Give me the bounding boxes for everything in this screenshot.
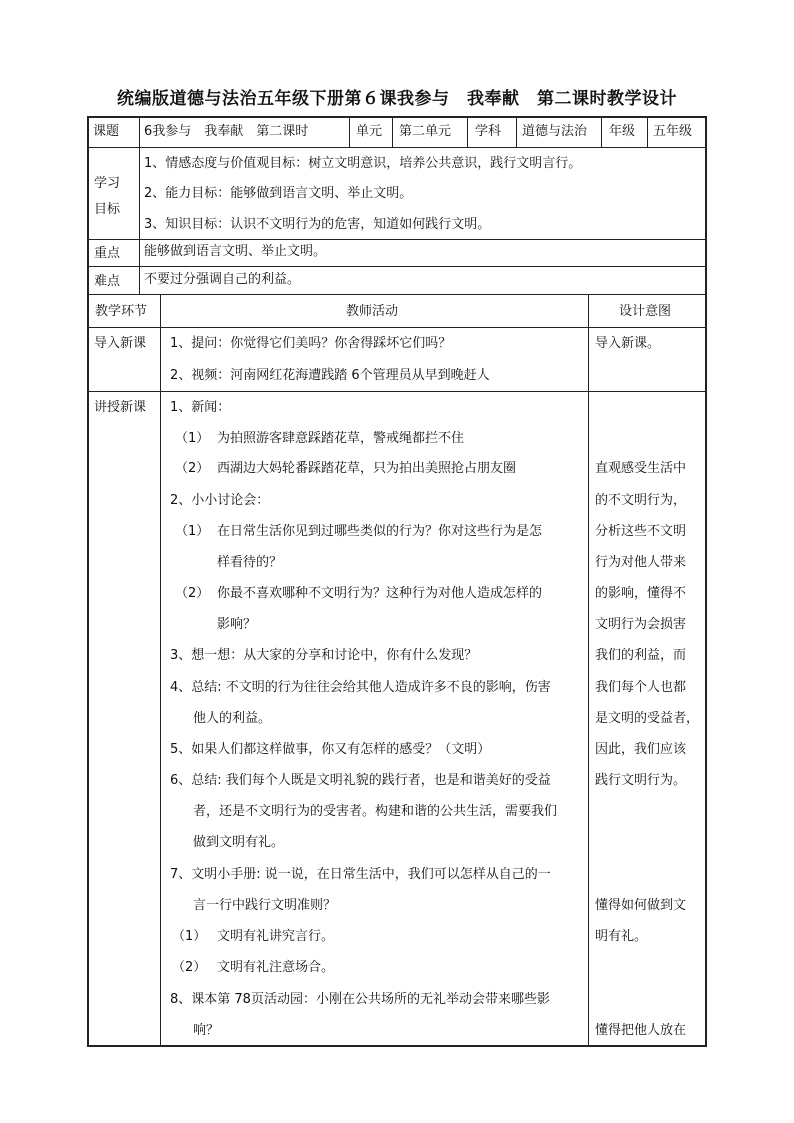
teach-line: 1、新闻： xyxy=(170,400,231,415)
teach-line: 3、想一想：从大家的分享和讨论中，你有什么发现？ xyxy=(170,648,478,663)
subject-value: 道德与法治 xyxy=(522,124,588,139)
goal-item-1: 1、情感态度与价值观目标：树立文明意识，培养公共意识，践行文明言行。 xyxy=(144,156,582,171)
teach-line: 在日常生活你见到过哪些类似的行为？你对这些行为是怎 xyxy=(217,524,543,539)
teach-line: 做到文明有礼。 xyxy=(193,835,285,850)
teach-line: 响？ xyxy=(193,1023,220,1038)
teach-line-number: （1） xyxy=(175,431,210,446)
grade-value: 五年级 xyxy=(653,124,693,139)
unit-label: 单元 xyxy=(356,124,383,139)
teach-line: 影响？ xyxy=(217,617,257,632)
teach-line-number: （2） xyxy=(175,586,210,601)
subject-label: 学科 xyxy=(475,124,502,139)
intent-line: 践行文明行为。 xyxy=(595,773,687,788)
intent-line: 分析这些不文明 xyxy=(595,524,687,539)
intent-line: 的不文明行为， xyxy=(595,493,687,508)
teach-line: 样看待的？ xyxy=(217,555,283,570)
teach-line: 言一行中践行文明准则？ xyxy=(193,898,337,913)
goals-label-line2: 目标 xyxy=(94,202,121,217)
intent-line: 我们每个人也都 xyxy=(595,680,687,695)
topic-value: 6我参与 我奉献 第二课时 xyxy=(144,124,309,139)
teach-stage: 讲授新课 xyxy=(94,400,147,415)
intro-line-1: 1、提问：你觉得它们美吗？你舍得踩坏它们吗？ xyxy=(170,336,452,351)
teach-line: 文明有礼注意场合。 xyxy=(217,960,335,975)
header-stage: 教学环节 xyxy=(95,304,148,319)
header-intent: 设计意图 xyxy=(619,304,672,319)
teach-line-number: （2） xyxy=(172,960,207,975)
intent-line: 文明行为会损害 xyxy=(595,617,687,632)
intent-line: 行为对他人带来 xyxy=(595,555,687,570)
unit-value: 第二单元 xyxy=(399,124,452,139)
teach-line: 他人的利益。 xyxy=(193,711,272,726)
topic-label: 课题 xyxy=(93,124,120,139)
teach-line: 你最不喜欢哪种不文明行为？这种行为对他人造成怎样的 xyxy=(217,586,543,601)
intent-line: 的影响，懂得不 xyxy=(595,586,687,601)
intent-line: 因此，我们应该 xyxy=(595,742,687,757)
goal-item-3: 3、知识目标：认识不文明行为的危害，知道如何践行文明。 xyxy=(144,217,491,232)
goal-item-2: 2、能力目标：能够做到语言文明、举止文明。 xyxy=(144,186,413,201)
intent-line: 是文明的受益者， xyxy=(595,711,700,726)
difficulty-value: 不要过分强调自己的利益。 xyxy=(144,272,301,287)
teach-line: 西湖边大妈轮番踩踏花草，只为拍出美照抢占朋友圈 xyxy=(217,461,517,476)
teach-line: 为拍照游客肆意踩踏花草，警戒绳都拦不住 xyxy=(217,431,465,446)
teach-line: 2、小小讨论会： xyxy=(170,493,270,508)
teach-line-number: （1） xyxy=(172,929,207,944)
key-point-value: 能够做到语言文明、举止文明。 xyxy=(144,244,327,259)
intent-line: 懂得如何做到文 xyxy=(595,898,687,913)
intent-line: 直观感受生活中 xyxy=(595,461,687,476)
intent-line: 明有礼。 xyxy=(595,929,648,944)
teach-line: 5、如果人们都这样做事，你又有怎样的感受？（文明） xyxy=(170,742,491,757)
teach-line: 8、课本第 78页活动园：小刚在公共场所的无礼举动会带来哪些影 xyxy=(170,992,550,1007)
document-title: 统编版道德与法治五年级下册第６课我参与 我奉献 第二课时教学设计 xyxy=(117,89,677,109)
grade-label: 年级 xyxy=(609,124,636,139)
teach-line-number: （2） xyxy=(175,461,210,476)
teach-line: 4、总结: 不文明的行为往往会给其他人造成许多不良的影响，伤害 xyxy=(170,680,551,695)
intro-stage: 导入新课 xyxy=(94,336,147,351)
header-activity: 教师活动 xyxy=(346,304,399,319)
intent-line: 我们的利益，而 xyxy=(595,648,687,663)
intro-line-2: 2、视频：河南网红花海遭践踏 6个管理员从早到晚赶人 xyxy=(170,368,490,383)
intent-line: 懂得把他人放在 xyxy=(595,1023,687,1038)
teach-line: 6、总结: 我们每个人既是文明礼貌的践行者，也是和谐美好的受益 xyxy=(170,773,551,788)
key-point-label: 重点 xyxy=(94,246,121,261)
difficulty-label: 难点 xyxy=(94,274,121,289)
goals-label-line1: 学习 xyxy=(94,176,121,191)
teach-line: 7、文明小手册: 说一说，在日常生活中，我们可以怎样从自己的一 xyxy=(170,867,551,882)
intro-intent: 导入新课。 xyxy=(595,336,661,351)
teach-line-number: （1） xyxy=(175,524,210,539)
teach-line: 文明有礼讲究言行。 xyxy=(217,929,335,944)
teach-line: 者，还是不文明行为的受害者。构建和谐的公共生活，需要我们 xyxy=(193,804,558,819)
